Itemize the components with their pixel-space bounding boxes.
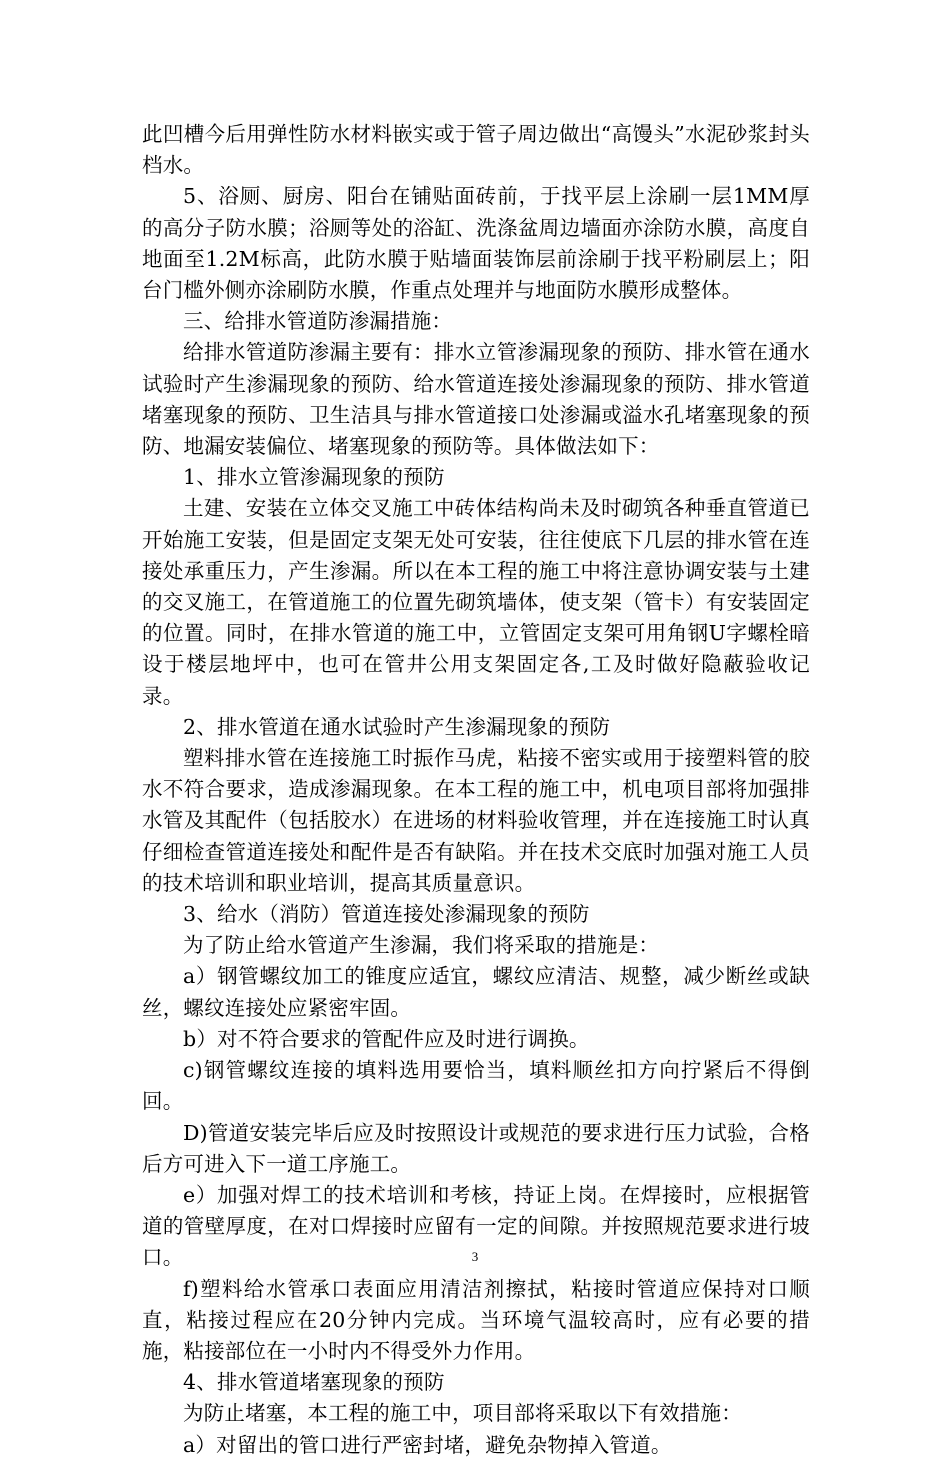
list-item: a）钢管螺纹加工的锥度应适宜，螺纹应清洁、规整，减少断丝或缺丝，螺纹连接处应紧密牢固。 [142,964,810,1020]
list-item: c)钢管螺纹连接的填料选用要恰当，填料顺丝扣方向拧紧后不得倒回。 [142,1058,810,1114]
subsection-heading: 3、给水（消防）管道连接处渗漏现象的预防 [183,902,590,927]
paragraph: 为防止堵塞，本工程的施工中，项目部将采取以下有效措施： [183,1401,742,1426]
paragraph: 为了防止给水管道产生渗漏，我们将采取的措施是： [183,933,660,958]
paragraph: 5、浴厕、厨房、阳台在铺贴面砖前，于找平层上涂刷一层1MM厚的高分子防水膜；浴厕等处的浴缸、洗涤盆周边墙面亦涂防水膜，高度自地面至1.2M标高，此防水膜于贴墙面装饰层前涂刷于找平粉刷层上；阳台门槛外侧亦涂刷防水膜，作重点处理并与地面防水膜形成整体。 [142,184,810,303]
subsection-heading: 2、排水管道在通水试验时产生渗漏现象的预防 [183,714,611,739]
list-item: b）对不符合要求的管配件应及时进行调换。 [183,1026,590,1051]
subsection-heading: 1、排水立管渗漏现象的预防 [183,465,445,490]
list-item: e）加强对焊工的技术培训和考核，持证上岗。在焊接时，应根据管道的管壁厚度，在对口焊接时应留有一定的间隙。并按照规范要求进行坡口。 [142,1182,810,1270]
list-item: D)管道安装完毕后应及时按照设计或规范的要求进行压力试验，合格后方可进入下一道工序施工。 [142,1120,810,1176]
list-item: f)塑料给水管承口表面应用清洁剂擦拭，粘接时管道应保持对口顺直，粘接过程应在20分钟内完成。当环境气温较高时，应有必要的措施，粘接部位在一小时内不得受外力作用。 [142,1276,810,1363]
paragraph: 塑料排水管在连接施工时振作马虎，粘接不密实或用于接塑料管的胶水不符合要求，造成渗漏现象。在本工程的施工中，机电项目部将加强排水管及其配件（包括胶水）在进场的材料验收管理，并在连接施工时认真仔细检查管道连接处和配件是否有缺陷。并在技术交底时加强对施工人员的技术培训和职业培训，提高其质量意识。 [142,746,810,895]
subsection-heading: 4、排水管道堵塞现象的预防 [183,1370,445,1395]
section-heading: 三、给排水管道防渗漏措施： [183,309,453,334]
paragraph: 给排水管道防渗漏主要有：排水立管渗漏现象的预防、排水管在通水试验时产生渗漏现象的预防、给水管道连接处渗漏现象的预防、排水管道堵塞现象的预防、卫生洁具与排水管道接口处渗漏或溢水孔堵塞现象的预防、地漏安装偏位、堵塞现象的预防等。具体做法如下： [142,340,810,459]
list-item: a）对留出的管口进行严密封堵，避免杂物掉入管道。 [183,1432,672,1457]
paragraph: 此凹槽今后用弹性防水材料嵌实或于管子周边做出“高馒头”水泥砂浆封头档水。 [142,122,810,178]
page-number: 3 [471,1249,479,1264]
paragraph: 土建、安装在立体交叉施工中砖体结构尚未及时砌筑各种垂直管道已开始施工安装，但是固定支架无处可安装，往往使底下几层的排水管在连接处承重压力，产生渗漏。所以在本工程的施工中将注意协调安装与土建的交叉施工，在管道施工的位置先砌筑墙体，使支架（管卡）有安装固定的位置。同时，在排水管道的施工中，立管固定支架可用角钢U字螺栓暗设于楼层地坪中，也可在管井公用支架固定各,工及时做好隐蔽验收记录。 [142,496,810,708]
